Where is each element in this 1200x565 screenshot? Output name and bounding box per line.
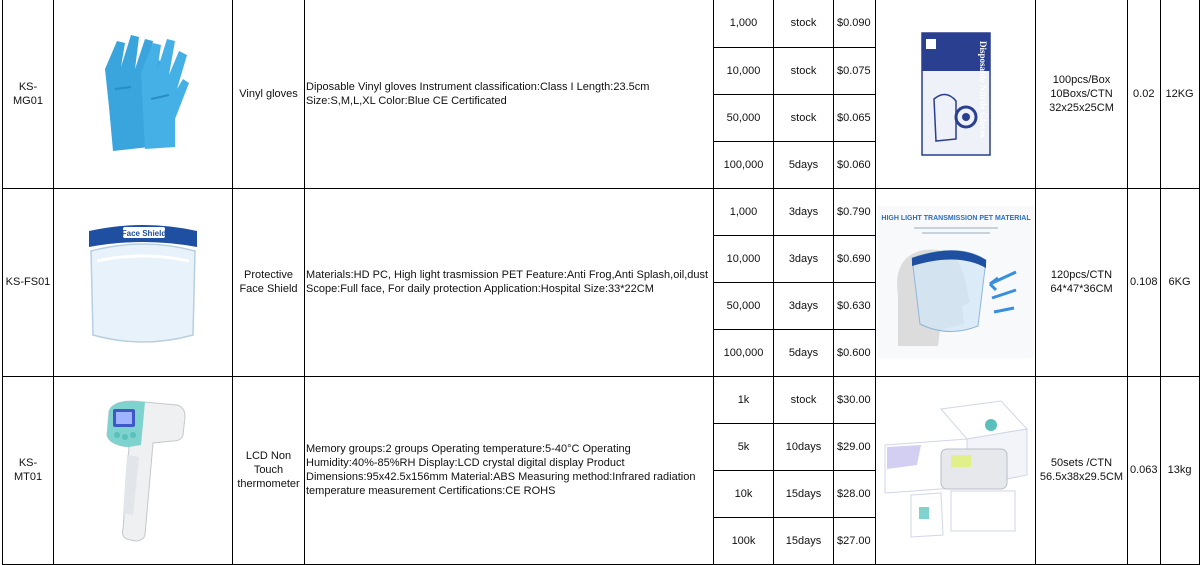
tier-price: $30.00 bbox=[834, 376, 876, 423]
blue-nitrile-gloves-image bbox=[95, 29, 191, 159]
tier-lead-time: stock bbox=[774, 0, 834, 47]
thermometer-gift-box-image bbox=[881, 395, 1031, 545]
carton-volume: 0.108 bbox=[1128, 188, 1161, 376]
packing-line: 50sets /CTN bbox=[1050, 457, 1113, 469]
carton-volume: 0.02 bbox=[1128, 0, 1161, 188]
carton-weight: 12KG bbox=[1160, 0, 1199, 188]
product-name: Protective Face Shield bbox=[233, 188, 305, 376]
product-description: Diposable Vinyl gloves Instrument classification:Class I Length:23.5cm Size:S,M,L,XL Color:Blue CE Certificated bbox=[305, 0, 714, 188]
tier-price: $0.630 bbox=[834, 282, 876, 329]
box-label-text: Disposable Nitrile Gloves bbox=[977, 40, 988, 138]
packing-line: 120pcs/CTN bbox=[1050, 269, 1113, 281]
product-code: KS-FS01 bbox=[3, 188, 54, 376]
product-code: KS-MT01 bbox=[3, 376, 54, 564]
tier-lead-time: 3days bbox=[774, 235, 834, 282]
tier-lead-time: 5days bbox=[774, 141, 834, 188]
tier-quantity: 10k bbox=[714, 470, 774, 517]
tier-quantity: 5k bbox=[714, 423, 774, 470]
packing-line: 64*47*36CM bbox=[1050, 283, 1113, 295]
mannequin-caption-text: HIGH LIGHT TRANSMISSION PET MATERIAL bbox=[880, 215, 1031, 222]
tier-lead-time: 10days bbox=[774, 423, 834, 470]
package-image-cell bbox=[876, 0, 1036, 188]
nitrile-gloves-box-image bbox=[916, 29, 996, 159]
tier-price: $0.090 bbox=[834, 0, 876, 47]
tier-lead-time: 5days bbox=[774, 329, 834, 376]
tier-price: $28.00 bbox=[834, 470, 876, 517]
package-image-cell bbox=[876, 376, 1036, 564]
packing-line: 10Boxs/CTN bbox=[1050, 87, 1113, 100]
table-row bbox=[3, 0, 1200, 47]
tier-quantity: 100,000 bbox=[714, 141, 774, 188]
tier-price: $0.060 bbox=[834, 141, 876, 188]
packing-line: 32x25x25CM bbox=[1049, 101, 1114, 114]
product-code: KS-MG01 bbox=[3, 0, 54, 188]
tier-quantity: 1,000 bbox=[714, 188, 774, 235]
tier-lead-time: stock bbox=[774, 94, 834, 141]
product-image-cell bbox=[54, 188, 233, 376]
tier-quantity: 10,000 bbox=[714, 235, 774, 282]
tier-price: $0.065 bbox=[834, 94, 876, 141]
packing-line: 56.5x38x29.5CM bbox=[1039, 471, 1124, 483]
tier-quantity: 50,000 bbox=[714, 282, 774, 329]
tier-lead-time: 3days bbox=[774, 188, 834, 235]
tier-lead-time: 15days bbox=[774, 517, 834, 564]
packing-line: 100pcs/Box bbox=[1052, 73, 1111, 86]
table-row bbox=[3, 188, 1200, 235]
table-row bbox=[3, 376, 1200, 423]
tier-lead-time: stock bbox=[774, 47, 834, 94]
carton-weight: 13kg bbox=[1160, 376, 1199, 564]
tier-price: $0.600 bbox=[834, 329, 876, 376]
infrared-thermometer-image bbox=[93, 395, 193, 545]
product-image-cell bbox=[54, 0, 233, 188]
tier-price: $0.790 bbox=[834, 188, 876, 235]
product-price-table bbox=[2, 0, 1200, 565]
tier-price: $0.075 bbox=[834, 47, 876, 94]
tier-price: $0.690 bbox=[834, 235, 876, 282]
product-description: Memory groups:2 groups Operating temperature:5-40°C Operating Humidity:40%-85%RH Display:LCD crystal digital display Product Dimensions:95x42.5x156mm Material:ABS Measuring method:Infrared radiation temperature measurement Certifications:CE ROHS bbox=[305, 376, 714, 564]
tier-lead-time: 3days bbox=[774, 282, 834, 329]
carton-volume: 0.063 bbox=[1128, 376, 1161, 564]
product-name: LCD Non Touch thermometer bbox=[233, 376, 305, 564]
tier-lead-time: stock bbox=[774, 376, 834, 423]
face-shield-on-mannequin-image bbox=[878, 206, 1034, 358]
packing-info bbox=[1036, 188, 1128, 376]
product-name: Vinyl gloves bbox=[233, 0, 305, 188]
tier-quantity: 10,000 bbox=[714, 47, 774, 94]
packing-info bbox=[1036, 376, 1128, 564]
packing-info bbox=[1036, 0, 1128, 188]
tier-quantity: 1k bbox=[714, 376, 774, 423]
tier-quantity: 1,000 bbox=[714, 0, 774, 47]
face-shield-image bbox=[83, 217, 203, 347]
product-image-cell bbox=[54, 376, 233, 564]
face-shield-label-text: Face Shield bbox=[121, 229, 167, 238]
tier-quantity: 50,000 bbox=[714, 94, 774, 141]
tier-quantity: 100k bbox=[714, 517, 774, 564]
tier-lead-time: 15days bbox=[774, 470, 834, 517]
tier-price: $27.00 bbox=[834, 517, 876, 564]
package-image-cell bbox=[876, 188, 1036, 376]
carton-weight: 6KG bbox=[1160, 188, 1199, 376]
tier-quantity: 100,000 bbox=[714, 329, 774, 376]
tier-price: $29.00 bbox=[834, 423, 876, 470]
product-description: Materials:HD PC, High light trasmission PET Feature:Anti Frog,Anti Splash,oil,dust Scope:Full face, For daily protection Application:Hospital Size:33*22CM bbox=[305, 188, 714, 376]
